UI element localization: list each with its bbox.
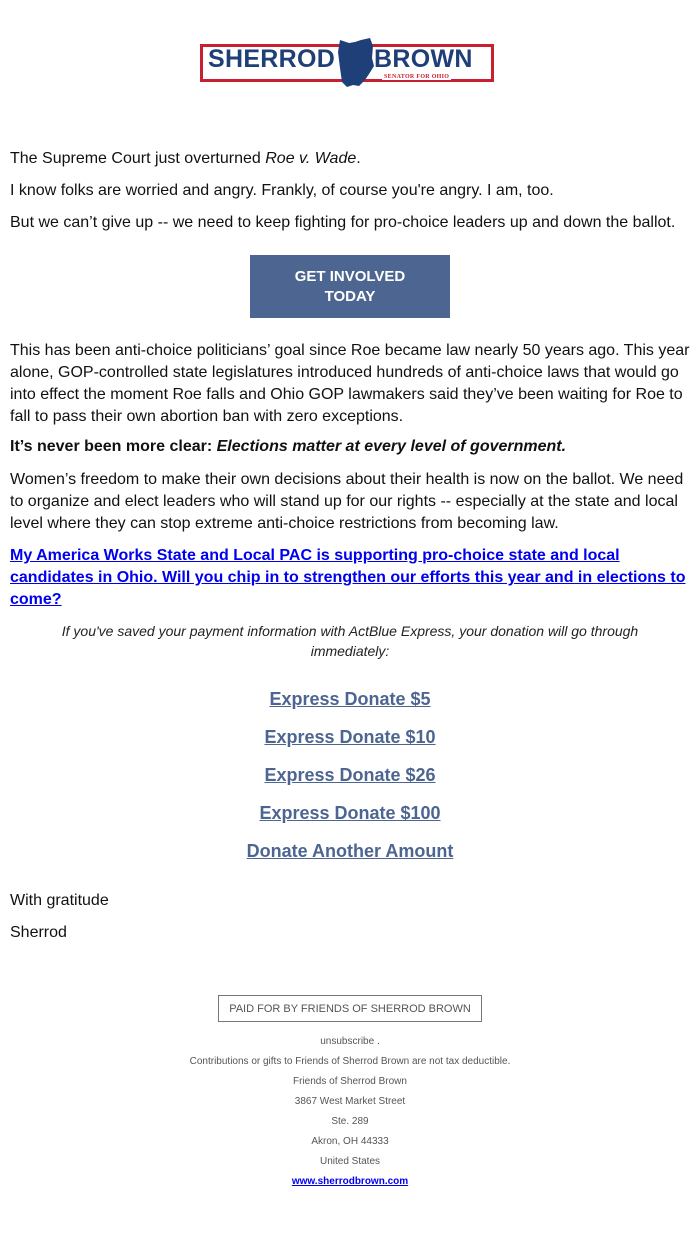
sherrod-brown-logo[interactable] <box>200 38 500 88</box>
footer-suite: Ste. 289 <box>331 1116 369 1127</box>
express-donate-10-link[interactable]: Express Donate $10 <box>264 727 436 747</box>
intro-paragraph-2: I know folks are worried and angry. Frankly, of course you're angry. I am, too. <box>10 182 554 199</box>
ohio-state-icon <box>337 38 375 88</box>
intro-text: The Supreme Court just overturned <box>10 150 266 167</box>
donate-another-amount-link[interactable]: Donate Another Amount <box>246 841 454 861</box>
intro-period: . <box>356 150 361 167</box>
intro-paragraph-1 <box>10 148 692 170</box>
elections-lead-bold: It’s never been more clear: <box>10 438 217 455</box>
tax-disclaimer: Contributions or gifts to Friends of Sherrod Brown are not tax deductible. <box>189 1056 511 1067</box>
logo-subtitle: SENATOR FOR OHIO <box>384 74 450 80</box>
footer-street: 3867 West Market Street <box>294 1096 406 1107</box>
express-donate-5-link[interactable]: Express Donate $5 <box>269 689 431 709</box>
website-link[interactable]: www.sherrodbrown.com <box>291 1176 409 1187</box>
roe-v-wade-italic: Roe v. Wade <box>265 150 357 167</box>
footer-city: Akron, OH 44333 <box>311 1136 389 1147</box>
donate-row-26 <box>0 765 700 786</box>
elections-emphasis: Elections matter at every level of government. <box>216 438 567 455</box>
unsubscribe-link[interactable]: unsubscribe . <box>320 1036 380 1047</box>
header <box>0 38 700 88</box>
footer-org: Friends of Sherrod Brown <box>293 1076 407 1087</box>
donate-row-5 <box>0 689 700 710</box>
pac-donation-link[interactable]: My America Works State and Local PAC is supporting pro-choice state and local candidates in Ohio. Will you chip in to strengthen our efforts this year and in elections to come? <box>10 547 686 608</box>
footer-country: United States <box>319 1156 381 1167</box>
express-donate-100-link[interactable]: Express Donate $100 <box>259 803 441 823</box>
signoff-name: Sherrod <box>10 924 67 941</box>
body-paragraph-elections <box>10 436 692 458</box>
paid-for-disclaimer: PAID FOR BY FRIENDS OF SHERROD BROWN <box>218 995 482 1022</box>
intro-paragraph-3: But we can’t give up -- we need to keep fighting for pro-choice leaders up and down the ballot. <box>10 214 676 231</box>
donate-row-10 <box>0 727 700 748</box>
logo-text-first: SHERROD <box>208 45 336 73</box>
express-donate-26-link[interactable]: Express Donate $26 <box>264 765 436 785</box>
get-involved-button[interactable] <box>250 255 450 318</box>
logo-text-last: BROWN <box>374 45 473 73</box>
donate-row-100 <box>0 803 700 824</box>
body-paragraph-freedom: Women’s freedom to make their own decisions about their health is now on the ballot. We need to organize and elect leaders who will stand up for our rights -- especially at the state and local level where they can stop extreme anti-choice restrictions from becoming law. <box>10 471 684 532</box>
donate-row-other <box>0 841 700 862</box>
actblue-express-note: If you've saved your payment information with ActBlue Express, your donation will go through immediately: <box>61 623 639 659</box>
footer-website <box>0 1176 700 1187</box>
body-paragraph-goal: This has been anti-choice politicians’ goal since Roe became law nearly 50 years ago. This year alone, GOP-controlled state legislatures introduced hundreds of anti-choice laws that would go into effect the moment Roe falls and Ohio GOP lawmakers said they’ve been waiting for Roe to fall to pass their own abortion ban with zero exceptions. <box>10 342 690 425</box>
signoff-gratitude: With gratitude <box>10 892 109 909</box>
get-involved-label: GET INVOLVED TODAY <box>294 267 406 305</box>
